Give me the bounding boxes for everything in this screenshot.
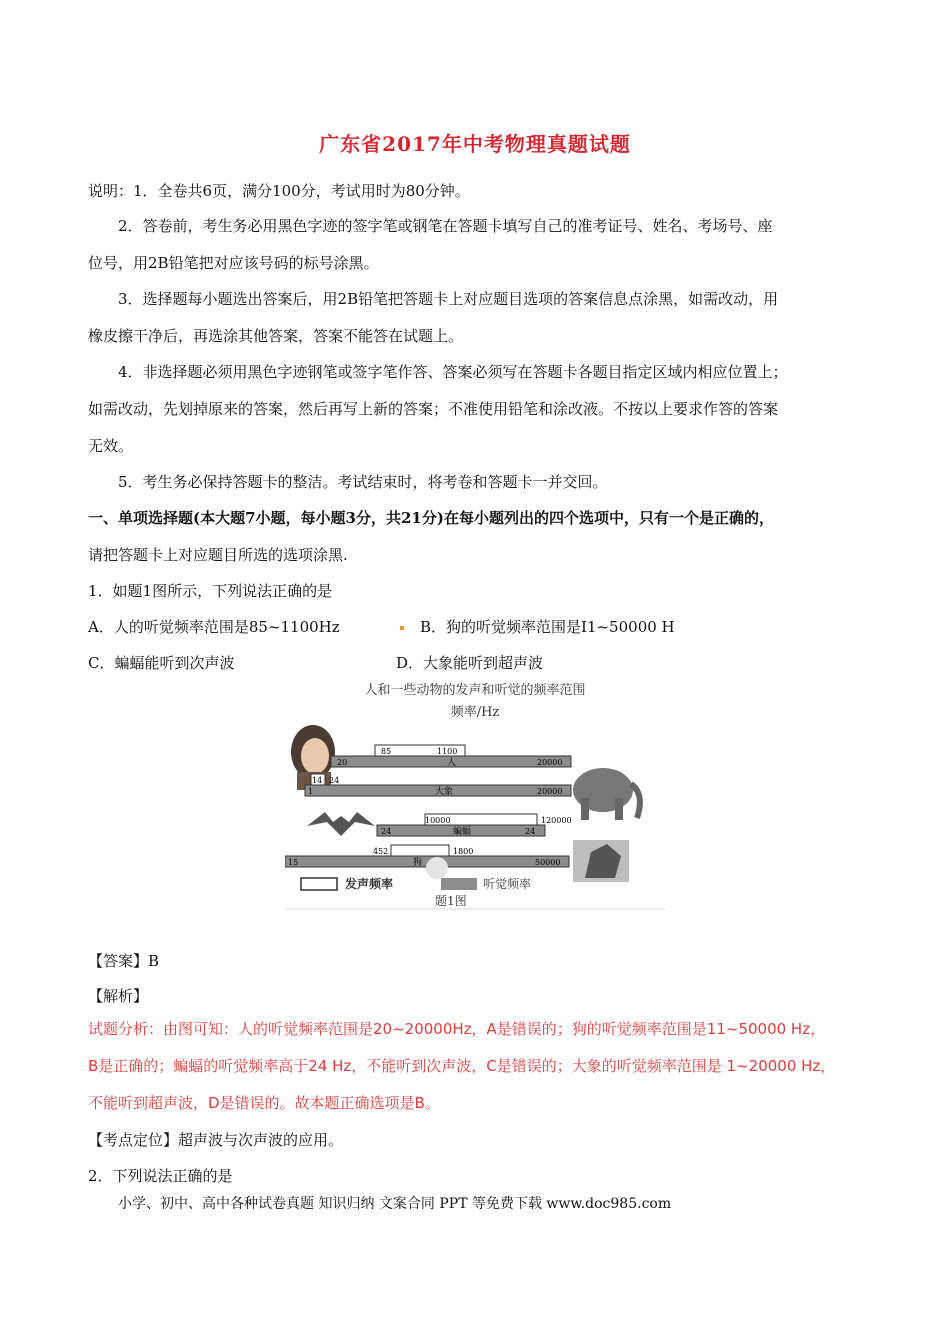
human-emit-hi: 1100	[437, 747, 458, 756]
page-footer: 小学、初中、高中各种试卷真题 知识归纳 文案合同 PPT 等免费下载 www.doc985.com	[118, 1196, 672, 1212]
dog-emit-bar	[391, 845, 449, 856]
marker-dot	[400, 626, 404, 630]
figure-caption: 题1图	[435, 894, 467, 908]
figure-unit: 频率/Hz	[450, 705, 500, 720]
analysis-line-3: 不能听到超声波，D是错误的。故本题正确选项是B。	[88, 1094, 440, 1112]
dog-label: 狗	[413, 858, 423, 868]
section-heading: 一、单项选择题(本大题7小题，每小题3分，共21分)在每小题列出的四个选项中，只有一个是正确的，	[88, 509, 774, 527]
knowledge-point: 【考点定位】超声波与次声波的应用。	[88, 1131, 344, 1149]
legend-emit-swatch	[301, 878, 337, 890]
question-1-option-b: B．狗的听觉频率范围是I1~50000 H	[420, 618, 675, 636]
question-1-option-d: D．大象能听到超声波	[396, 654, 544, 672]
bat-hear-lo: 24	[381, 827, 392, 836]
page-title: 广东省2017年中考物理真题试题	[319, 132, 631, 156]
bat-label: 蝙蝠	[453, 827, 472, 837]
analysis-line-2: B是正确的；蝙蝠的听觉频率高于24 Hz，不能听到次声波，C是错误的；大象的听觉频率范围是 1~20000 Hz，	[88, 1057, 836, 1075]
instruction-3: 3．选择题每小题选出答案后，用2B铅笔把答题卡上对应题目选项的答案信息点涂黑，如需改动，用	[118, 290, 779, 308]
bat-emit-hi: 120000	[541, 816, 572, 825]
human-hear-hi: 20000	[537, 758, 563, 767]
elephant-hear-hi: 20000	[537, 787, 563, 796]
human-hear-lo: 20	[337, 758, 348, 767]
instruction-2-cont: 位号，用2B铅笔把对应该号码的标号涂黑。	[88, 254, 379, 272]
dog-emit-lo: 452	[373, 847, 389, 856]
elephant-emit-lo: 14	[312, 776, 323, 785]
human-emit-lo: 85	[381, 747, 392, 756]
question-1-option-b-wrap	[370, 616, 675, 638]
instruction-4-cont: 如需改动，先划掉原来的答案，然后再写上新的答案；不准使用铅笔和涂改液。不按以上要求作答的答案	[88, 400, 779, 418]
analysis-line-1: 试题分析：由图可知：人的听觉频率范围是20~20000Hz，A是错误的；狗的听觉频率范围是11~50000 Hz，	[88, 1020, 826, 1038]
bat-hear-hi: 24	[525, 827, 536, 836]
analysis-label: 【解析】	[88, 987, 149, 1005]
question-1-option-a: A．人的听觉频率范围是85~1100Hz	[88, 618, 340, 636]
figure-1	[285, 680, 665, 910]
legend-emit-label: 发声频率	[345, 877, 394, 891]
figure-heading: 人和一些动物的发声和听觉的频率范围	[364, 683, 586, 698]
frequency-range-figure	[285, 680, 665, 910]
dog-emit-hi: 1800	[453, 847, 474, 856]
instruction-5: 5．考生务必保持答题卡的整洁。考试结束时，将考卷和答题卡一并交回。	[118, 473, 608, 491]
legend-hear-label: 听觉频率	[483, 877, 532, 891]
question-1-stem: 1．如题1图所示，下列说法正确的是	[88, 582, 333, 600]
elephant-icon	[573, 768, 640, 820]
legend-hear-swatch	[441, 878, 477, 890]
bat-icon	[307, 812, 375, 836]
instruction-3-cont: 橡皮擦干净后，再选涂其他答案，答案不能答在试题上。	[88, 327, 464, 345]
elephant-label: 大象	[435, 787, 454, 797]
question-1-option-c: C．蝙蝠能听到次声波	[88, 654, 235, 672]
instruction-4: 4．非选择题必须用黑色字迹钢笔或签字笔作答、答案必须写在答题卡各题目指定区域内相应位置上；	[118, 363, 788, 381]
instruction-4-end: 无效。	[88, 437, 134, 455]
bat-emit-lo: 10000	[425, 816, 451, 825]
elephant-emit-hi: 24	[329, 776, 340, 785]
human-label: 人	[447, 758, 457, 768]
smudge	[426, 857, 448, 879]
dog-icon	[573, 840, 629, 882]
instruction-2: 2．答卷前，考生务必用黑色字迹的签字笔或钢笔在答题卡填写自己的准考证号、姓名、考场号、座	[118, 217, 773, 235]
dog-hear-lo: 15	[288, 858, 299, 867]
answer: 【答案】B	[88, 952, 160, 970]
question-2-stem: 2．下列说法正确的是	[88, 1167, 233, 1185]
dog-hear-hi: 50000	[535, 858, 561, 867]
section-heading-cont: 请把答题卡上对应题目所选的选项涂黑.	[88, 546, 348, 564]
instruction-1: 说明：1．全卷共6页，满分100分，考试用时为80分钟。	[88, 182, 470, 200]
elephant-hear-lo: 1	[308, 787, 314, 796]
